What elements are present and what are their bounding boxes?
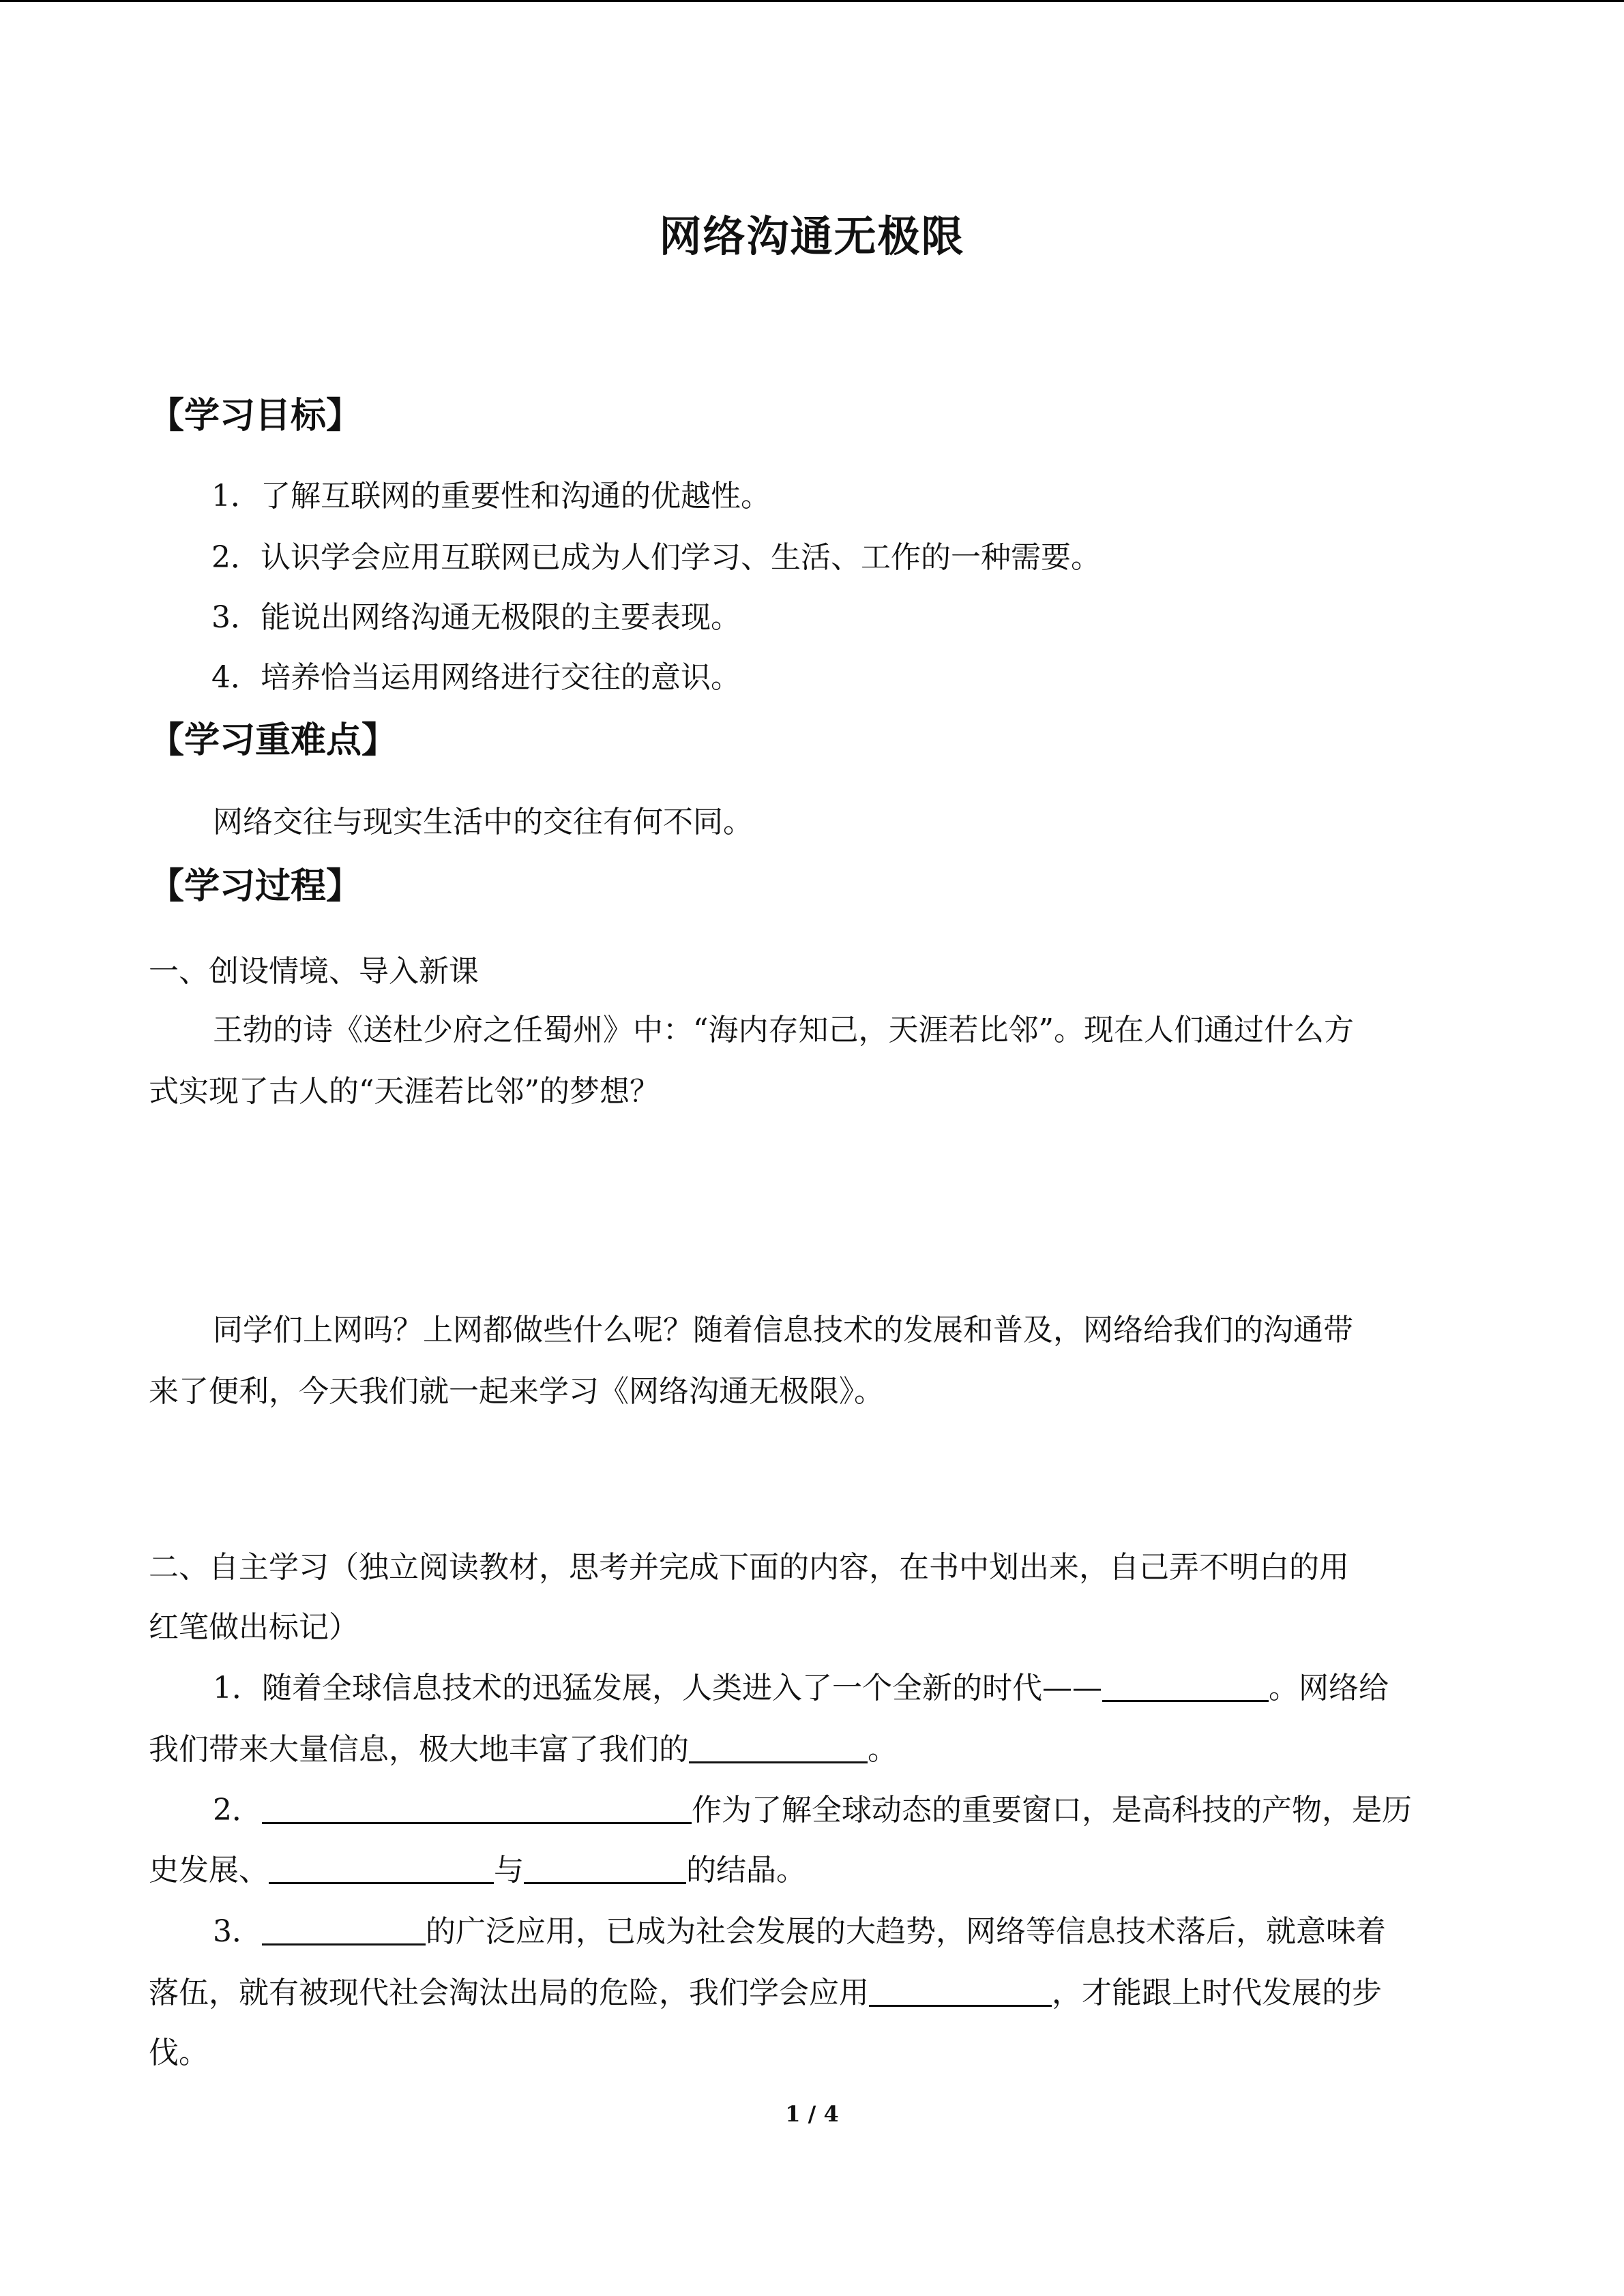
question-3-line3: 伐。: [149, 2036, 209, 2070]
goal-item-2: 2．认识学会应用互联网已成为人们学习、生活、工作的一种需要。: [211, 540, 1101, 575]
part2-heading-line2: 红笔做出标记）: [149, 1610, 359, 1645]
page-number: 1 / 4: [785, 2101, 839, 2127]
part1-paragraph1-line2: 式实现了古人的“天涯若比邻”的梦想？: [149, 1074, 660, 1109]
page-title: 网络沟通无极限: [659, 211, 965, 261]
goal-item-3: 3．能说出网络沟通无极限的主要表现。: [211, 600, 741, 635]
question-2-line1: [213, 1790, 1412, 1831]
goal-item-4: 4．培养恰当运用网络进行交往的意识。: [211, 660, 741, 695]
question-3-text-c: 落伍，就有被现代社会淘汰出局的危险，我们学会应用: [149, 1976, 869, 2010]
key-points-text: 网络交往与现实生活中的交往有何不同。: [213, 805, 753, 839]
key-points-heading: 【学习重难点】: [149, 720, 398, 761]
question-2-text-d: 与: [494, 1853, 524, 1888]
question-2-blank-2[interactable]: [269, 1852, 494, 1884]
question-1-text-c: 我们带来大量信息，极大地丰富了我们的: [149, 1732, 689, 1767]
question-3-line1: [213, 1911, 1386, 1952]
question-3-text-b: 的广泛应用，已成为社会发展的大趋势，网络等信息技术落后，就意味着: [426, 1914, 1386, 1949]
question-2-text-c: 史发展、: [149, 1853, 269, 1888]
part1-paragraph1-line1: 王勃的诗《送杜少府之任蜀州》中：“海内存知己，天涯若比邻”。现在人们通过什么方: [213, 1013, 1354, 1047]
question-1-text-d: 。: [868, 1732, 898, 1767]
goal-item-1: 1．了解互联网的重要性和沟通的优越性。: [211, 479, 771, 513]
question-1-text-a: 1．随着全球信息技术的迅猛发展，人类进入了一个全新的时代——: [213, 1671, 1102, 1705]
question-2-text-b: 作为了解全球动态的重要窗口，是高科技的产物，是历: [692, 1793, 1412, 1828]
question-3-line2: [149, 1973, 1382, 2014]
question-2-text-a: 2．: [213, 1793, 262, 1828]
question-1-line1: [213, 1668, 1389, 1709]
process-heading: 【学习过程】: [149, 866, 362, 907]
goals-heading: 【学习目标】: [149, 396, 362, 436]
question-3-text-d: ，才能跟上时代发展的步: [1052, 1976, 1382, 2010]
question-1-blank-1[interactable]: [1102, 1670, 1269, 1702]
question-3-blank-2[interactable]: [869, 1975, 1052, 2007]
question-3-text-a: 3．: [213, 1914, 262, 1949]
part2-heading-line1: 二、自主学习（独立阅读教材，思考并完成下面的内容，在书中划出来，自己弄不明白的用: [149, 1550, 1349, 1585]
question-1-blank-2[interactable]: [689, 1731, 868, 1763]
question-1-text-b: 。网络给: [1269, 1671, 1389, 1705]
question-3-blank-1[interactable]: [262, 1913, 426, 1945]
question-1-line2: [149, 1729, 898, 1770]
question-2-blank-1[interactable]: [262, 1792, 692, 1824]
question-2-blank-3[interactable]: [524, 1852, 686, 1884]
part1-heading: 一、创设情境、导入新课: [149, 954, 479, 989]
question-2-line2: [149, 1850, 806, 1891]
part1-paragraph2-line1: 同学们上网吗？上网都做些什么呢？随着信息技术的发展和普及，网络给我们的沟通带: [213, 1313, 1353, 1347]
question-2-text-e: 的结晶。: [686, 1853, 806, 1888]
part1-paragraph2-line2: 来了便利，今天我们就一起来学习《网络沟通无极限》。: [149, 1374, 884, 1409]
